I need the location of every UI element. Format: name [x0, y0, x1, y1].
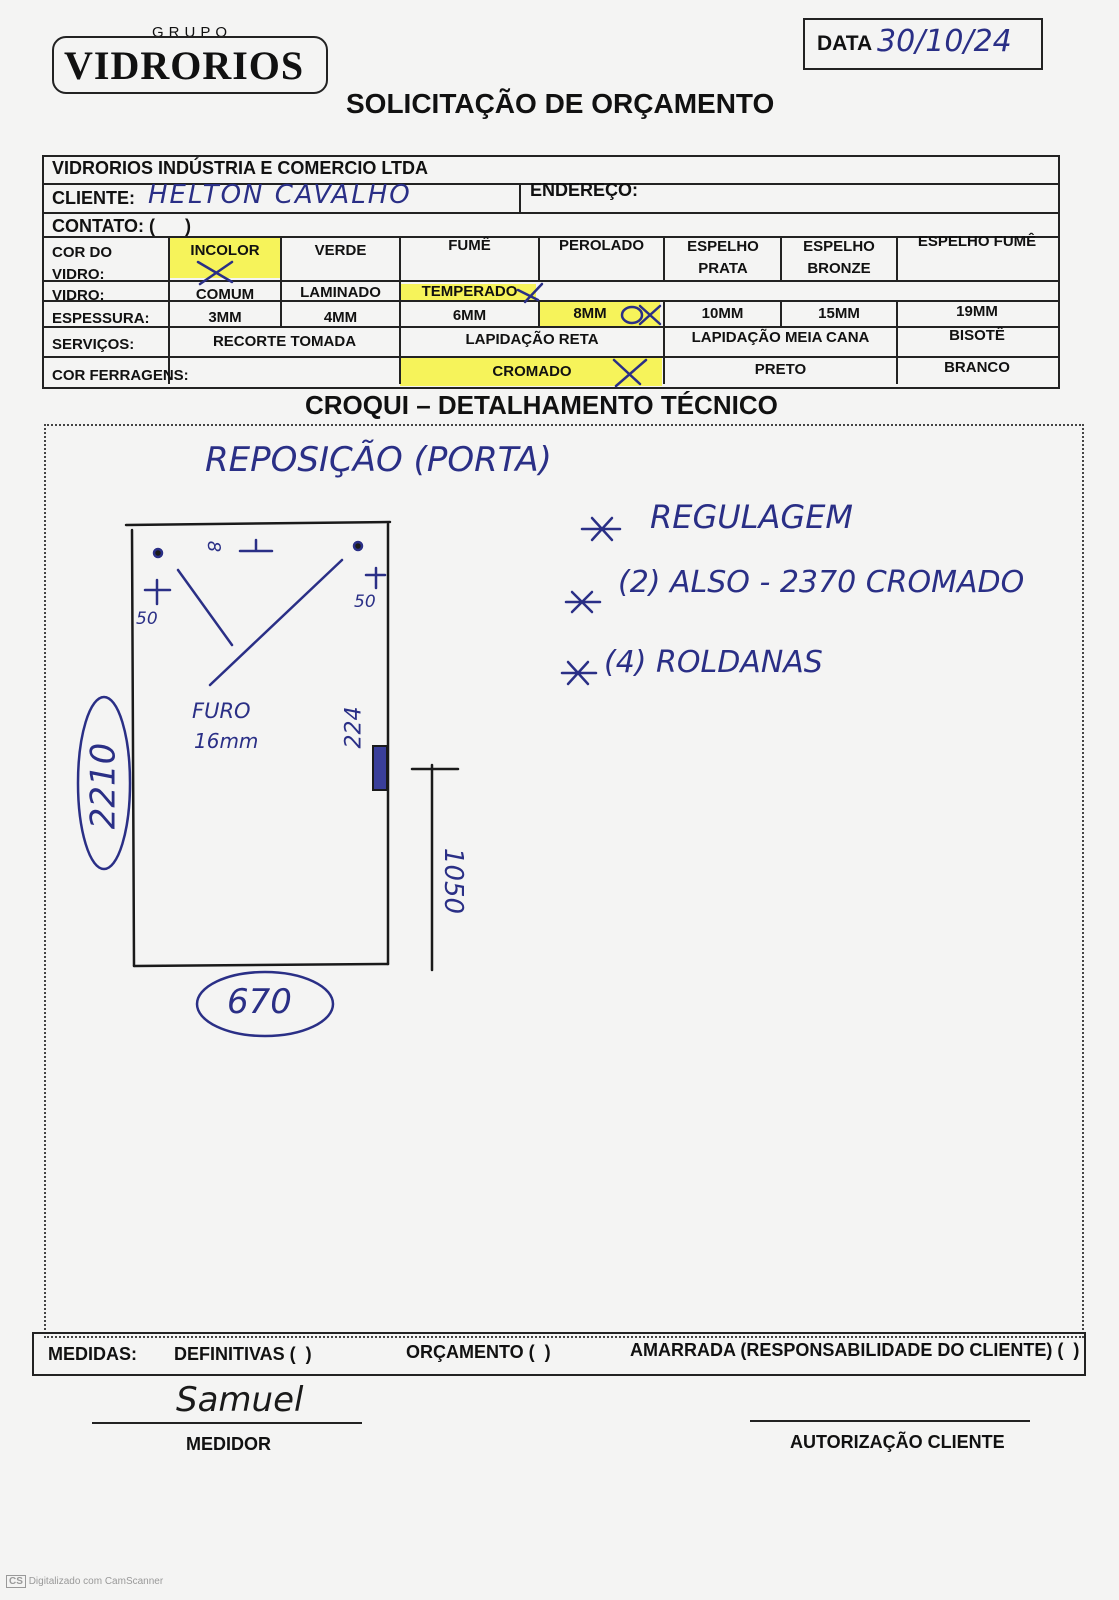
glass-color-fume: FUMÊ — [448, 237, 491, 254]
page-title: SOLICITAÇÃO DE ORÇAMENTO — [346, 88, 775, 119]
address-label: ENDEREÇO: — [530, 180, 639, 200]
client-value: HELTON CAVALHO — [148, 180, 412, 210]
dim-height: 2210 — [83, 742, 124, 830]
sketch-item-also: (2) ALSO - 2370 CROMADO — [618, 565, 1025, 600]
dim-offset-right: 50 — [354, 592, 376, 612]
signature: Samuel — [176, 1380, 304, 1420]
glass-type-temperado: TEMPERADO — [421, 283, 518, 300]
dim-hole-label: FURO — [192, 699, 251, 723]
glass-color-label: COR DO VIDRO: — [52, 244, 112, 283]
thickness-10mm: 10MM — [701, 305, 744, 322]
thickness-19mm: 19MM — [956, 303, 998, 320]
hardware-branco: BRANCO — [944, 359, 1010, 376]
scanner-note: Digitalizado com CamScanner — [28, 1576, 164, 1587]
service-bisote: BISOTÊ — [949, 327, 1005, 344]
glass-color-incolor: INCOLOR — [190, 242, 260, 259]
service-lapidacao-meia-cana: LAPIDAÇÃO MEIA CANA — [691, 329, 870, 346]
glass-label: VIDRO: — [52, 287, 105, 304]
authorization-label: AUTORIZAÇÃO CLIENTE — [790, 1432, 1005, 1452]
glass-type-comum: COMUM — [195, 286, 255, 303]
date-label: DATA — [817, 32, 873, 55]
thickness-8mm: 8MM — [573, 305, 607, 322]
dim-side: 224 — [341, 706, 367, 749]
thickness-6mm: 6MM — [452, 307, 487, 324]
sketch-item-regulagem: REGULAGEM — [650, 498, 854, 536]
dim-width: 670 — [227, 982, 292, 1022]
glass-color-espelho-bronze: ESPELHO BRONZE — [803, 238, 875, 277]
thickness-15mm: 15MM — [818, 305, 860, 322]
sketch-item-roldanas: (4) ROLDANAS — [604, 645, 823, 680]
date-value: 30/10/24 — [877, 24, 1012, 59]
dim-offset-top: 8 — [203, 540, 225, 553]
option-amarrada: AMARRADA (RESPONSABILIDADE DO CLIENTE) ( ) — [630, 1340, 1080, 1360]
dim-hole-size: 16mm — [194, 729, 259, 753]
hardware-cromado: CROMADO — [492, 363, 572, 380]
thickness-3mm: 3MM — [208, 309, 242, 326]
glass-color-perolado: PEROLADO — [558, 237, 644, 254]
scanner-watermark — [6, 1575, 163, 1588]
service-lapidacao-reta: LAPIDAÇÃO RETA — [465, 331, 599, 348]
company-name: VIDRORIOS INDÚSTRIA E COMERCIO LTDA — [52, 158, 429, 178]
contact-label: CONTATO: ( ) — [52, 216, 191, 236]
measures-label: MEDIDAS: — [48, 1344, 137, 1364]
sketch-title: CROQUI – DETALHAMENTO TÉCNICO — [305, 390, 778, 420]
glass-color-espelho-prata: ESPELHO PRATA — [687, 238, 759, 277]
authorization-line — [750, 1420, 1030, 1422]
logo-top: GRUPO — [152, 24, 233, 41]
glass-color-verde: VERDE — [314, 242, 367, 259]
sketch-note-title: REPOSIÇÃO (PORTA) — [205, 440, 552, 480]
hardware-label: COR FERRAGENS: — [52, 367, 189, 384]
measurer-line — [92, 1422, 362, 1424]
measurer-label: MEDIDOR — [186, 1434, 271, 1454]
hardware-preto: PRETO — [754, 361, 807, 378]
option-definitivas: DEFINITIVAS ( ) — [174, 1344, 312, 1364]
thickness-label: ESPESSURA: — [52, 310, 150, 327]
client-label: CLIENTE: — [52, 188, 135, 208]
glass-type-laminado: LAMINADO — [300, 284, 381, 301]
option-orcamento: ORÇAMENTO ( ) — [406, 1342, 551, 1362]
thickness-4mm: 4MM — [323, 309, 358, 326]
dim-handle: 1050 — [438, 847, 469, 915]
dim-offset-left: 50 — [136, 609, 158, 629]
service-recorte-tomada: RECORTE TOMADA — [212, 333, 357, 350]
glass-color-espelho-fume: ESPELHO FUMÊ — [917, 233, 1037, 250]
scanner-logo-icon: CS — [6, 1575, 26, 1588]
services-label: SERVIÇOS: — [52, 336, 135, 353]
logo-main: VIDRORIOS — [64, 43, 305, 88]
